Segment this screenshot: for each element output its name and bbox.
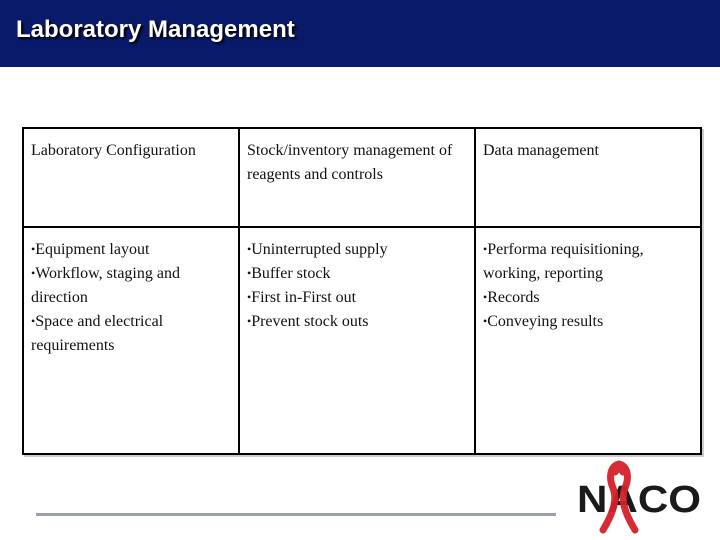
list-item-text: Buffer stock xyxy=(251,265,331,282)
list-item-text: First in-First out xyxy=(251,289,357,306)
bullet-icon: • xyxy=(31,314,36,328)
page-title: Laboratory Management xyxy=(16,16,295,43)
list-item xyxy=(247,238,467,262)
list-item xyxy=(483,286,693,310)
list-item-text: Equipment layout xyxy=(35,241,150,258)
bullet-icon: • xyxy=(247,314,252,328)
list-item-text: Records xyxy=(487,289,540,306)
bullet-icon: • xyxy=(483,242,488,256)
list-item-text: Prevent stock outs xyxy=(251,313,369,330)
list-item xyxy=(31,262,231,310)
bullet-icon: • xyxy=(247,290,252,304)
list-item-text: Space and electrical requirements xyxy=(31,313,164,354)
bullet-icon: • xyxy=(247,266,252,280)
naco-logo xyxy=(575,458,705,538)
list-item xyxy=(247,286,467,310)
table-header-cell: Laboratory Configuration xyxy=(24,129,240,228)
list-item xyxy=(247,310,467,334)
logo-text: NACO xyxy=(577,479,701,521)
table-header-cell: Data management xyxy=(476,129,700,228)
list-item-text: Conveying results xyxy=(487,313,604,330)
list-item-text: Performa requisitioning, working, reporting xyxy=(483,241,644,282)
list-item xyxy=(483,310,693,334)
bullet-icon: • xyxy=(31,242,36,256)
footer-divider xyxy=(36,513,556,516)
list-item xyxy=(31,310,231,358)
table-body-cell xyxy=(24,228,240,453)
bullet-icon: • xyxy=(483,290,488,304)
table-body-cell xyxy=(476,228,700,453)
bullet-icon: • xyxy=(31,266,36,280)
title-bar xyxy=(0,0,720,67)
bullet-icon: • xyxy=(483,314,488,328)
bullet-icon: • xyxy=(247,242,252,256)
list-item xyxy=(247,262,467,286)
list-item-text: Uninterrupted supply xyxy=(251,241,388,258)
list-item-text: Workflow, staging and direction xyxy=(31,265,180,306)
table-header-cell: Stock/inventory management of reagents and controls xyxy=(240,129,476,228)
list-item xyxy=(31,238,231,262)
table-body-cell xyxy=(240,228,476,453)
content-table xyxy=(22,127,702,455)
list-item xyxy=(483,238,693,286)
